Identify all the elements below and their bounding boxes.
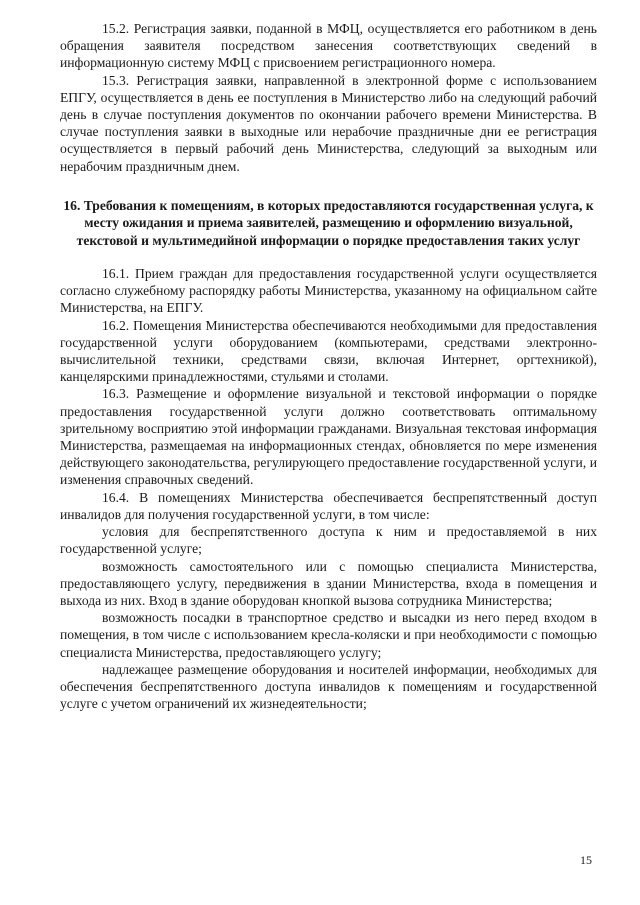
paragraph-16-4: 16.4. В помещениях Министерства обеспечивается беспрепятственный доступ инвалидов для получения государственной услуги, в том числе:: [60, 489, 597, 522]
paragraph-16-3: 16.3. Размещение и оформление визуальной и текстовой информации о порядке предоставления государственной услуги должно соответствовать оптимальному зрительному восприятию этой информации гражданами. Визуальная текстовая информация Министерства, размещаемая на информационных стендах, обновляется по мере изменения действующего законодательства, регулирующего предоставление государственной услуги, и изменения справочных сведений.: [60, 386, 597, 488]
list-item-transport-boarding: возможность посадки в транспортное средство и высадки из него перед входом в помещения, в том числе с использованием кресла-коляски и при необходимости с помощью специалиста Министерства, предоставляющего услугу;: [60, 610, 597, 660]
list-item-independent-movement: возможность самостоятельного или с помощью специалиста Министерства, предоставляющего услугу, передвижения в здании Министерства, входа в помещения и выхода из них. Вход в здание оборудован кнопкой вызова сотрудника Министерства;: [60, 558, 597, 608]
section-16-heading: 16. Требования к помещениям, в которых предоставляются государственная услуга, к месту ожидания и приема заявителей, размещению и оформлению визуальной, текстовой и мультимедийной информации о порядке предоставления таких услуг: [63, 197, 594, 248]
paragraph-16-1: 16.1. Прием граждан для предоставления государственной услуги осуществляется согласно служебному распорядку работы Министерства, указанному на официальном сайте Министерства, на ЕПГУ.: [60, 266, 597, 316]
paragraph-15-2: 15.2. Регистрация заявки, поданной в МФЦ, осуществляется его работником в день обращения заявителя посредством занесения соответствующих сведений в информационную систему МФЦ с присвоением регистрационного номера.: [60, 21, 597, 71]
page-number: 15: [580, 853, 592, 867]
list-item-equipment-placement: надлежащее размещение оборудования и носителей информации, необходимых для обеспечения беспрепятственного доступа инвалидов к помещениям и государственной услуге с учетом ограничений их жизнедеятельности;: [60, 661, 597, 712]
paragraph-15-3: 15.3. Регистрация заявки, направленной в электронной форме с использованием ЕПГУ, осуществляется в день ее поступления в Министерство либо на следующий рабочий день в случае поступления документов по окончании рабочего времени Министерства. В случае поступления заявки в выходные или нерабочие праздничные дни ее регистрация осуществляется в первый рабочий день Министерства, следующий за выходным или нерабочим праздничным днем.: [60, 72, 597, 174]
paragraph-16-2: 16.2. Помещения Министерства обеспечиваются необходимыми для предоставления государственной услуги оборудованием (компьютерами, средствами электронно-вычислительной техники, средствами связи, включая Интернет, оргтехникой), канцелярскими принадлежностями, стульями и столами.: [60, 317, 597, 385]
document-body: [60, 20, 597, 712]
list-item-access-conditions: условия для беспрепятственного доступа к ним и предоставляемой в них государственной услуге;: [60, 524, 597, 557]
